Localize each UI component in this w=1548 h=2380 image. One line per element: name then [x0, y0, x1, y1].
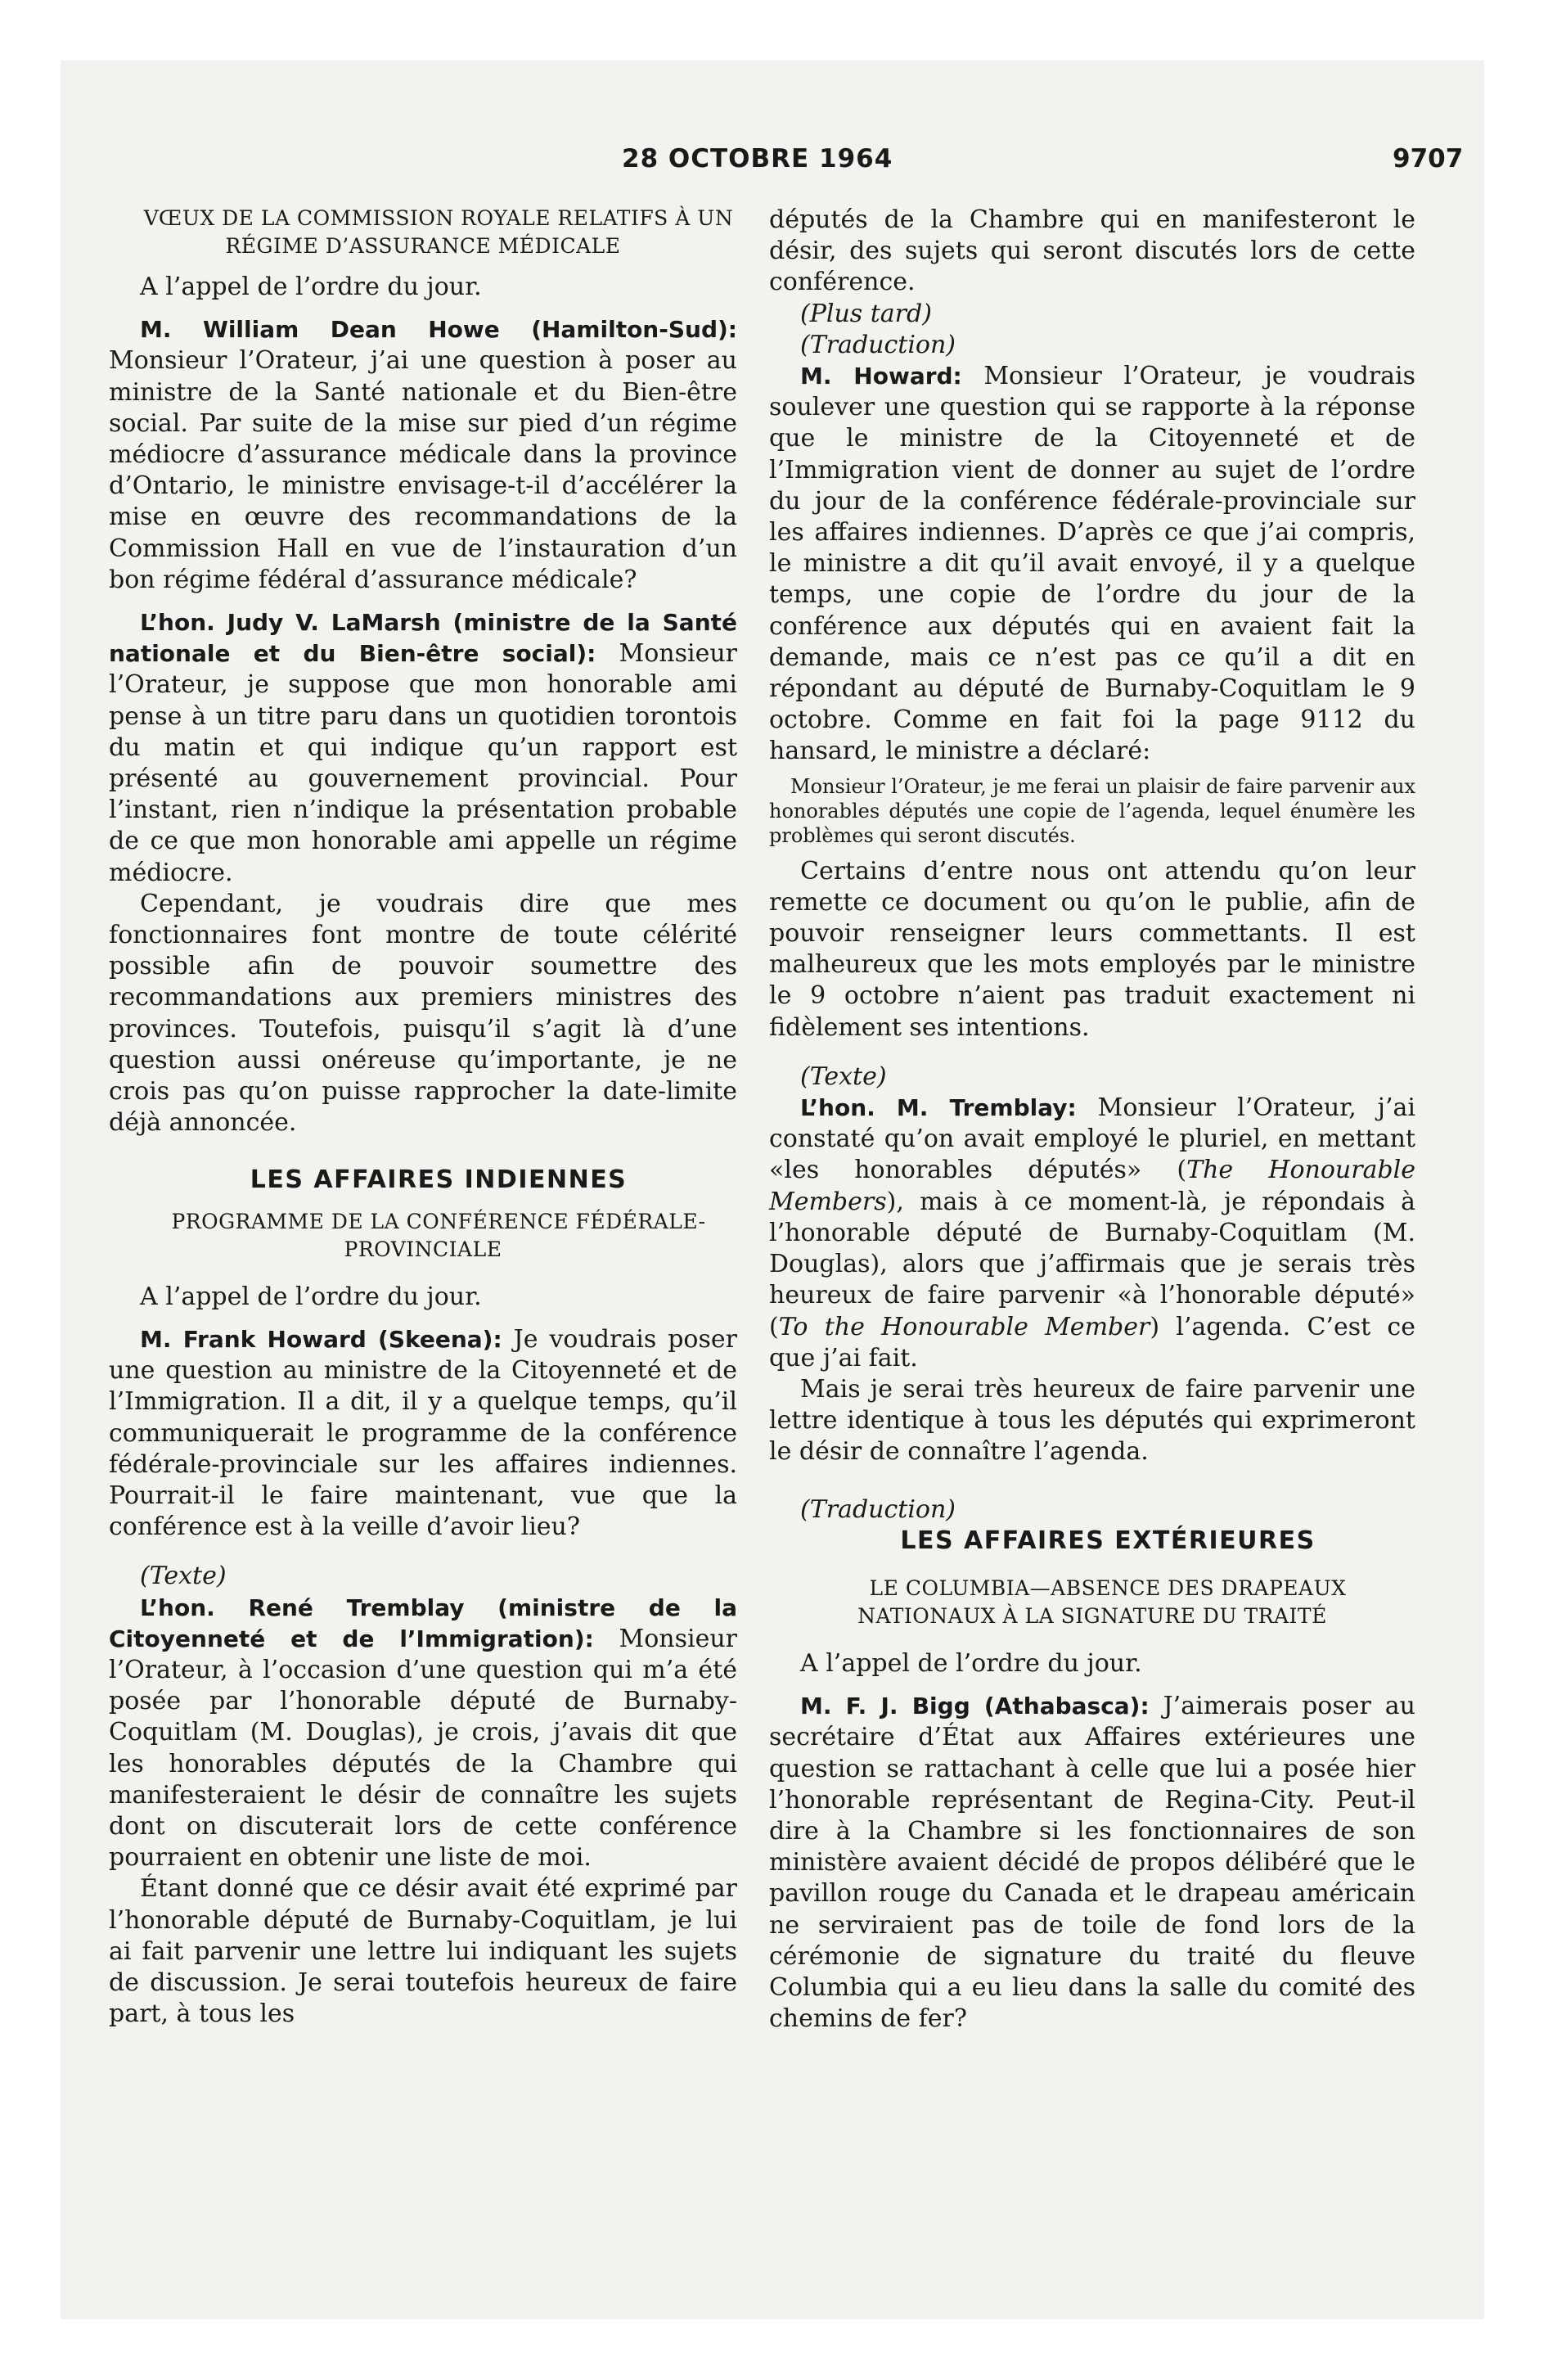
speech-tremblay-2	[769, 1093, 1415, 1374]
quotation-block	[769, 774, 1415, 848]
speaker-howard-2: M. Howard:	[800, 363, 962, 390]
speech-howard-2-para2: Certains d’entre nous ont attendu qu’on leur remette ce document ou qu’on le publie, afin de pouvoir renseigner leurs commettants. Il est malheureux que les mots employés par le ministre le 9 octobre n’aient pas traduit exactement ni fidèlement ses intentions.	[769, 856, 1415, 1042]
header-date: 28 OCTOBRE 1964	[622, 144, 893, 174]
section-heading-indiennes: LES AFFAIRES INDIENNES	[250, 1165, 628, 1195]
speech-tremblay-2-para2: Mais je serai très heureux de faire parvenir une lettre identique à tous les députés qui exprimeront le désir de connaître l’agenda.	[769, 1374, 1415, 1467]
speech-howe-text: Monsieur l’Orateur, j’ai une question à poser au ministre de la Santé nationale et du Bien-être social. Par suite de la mise sur pied d’un régime médiocre d’assurance médicale dans la province d’Ontario, le ministre envisage-t-il d’accélérer la mise en œuvre des recommandations de la Commission Hall en vue de l’instauration d’un bon régime fédéral d’assurance médicale?	[109, 346, 737, 594]
label-plus-tard: (Plus tard)	[800, 299, 932, 328]
speech-howard-2	[769, 361, 1415, 768]
order-call: A l’appel de l’ordre du jour.	[140, 273, 482, 301]
speech-tremblay	[109, 1593, 737, 1874]
order-call-2: A l’appel de l’ordre du jour.	[140, 1282, 482, 1311]
speech-lamarsh-text: Monsieur l’Orateur, je suppose que mon honorable ami pense à un titre paru dans un quotidien torontois du matin et qui indique qu’un rapport est présenté au gouvernement provincial. Pour l’instant, rien n’indique la présentation probable de ce que mon honorable ami appelle un régime médiocre.	[109, 639, 737, 887]
label-texte-2: (Texte)	[800, 1062, 887, 1091]
page-header	[0, 0, 1548, 196]
quotation-text: Monsieur l’Orateur, je me ferai un plaisir de faire parvenir aux honorables députés une copie de l’agenda, lequel énumère les problèmes qui seront discutés.	[769, 774, 1415, 847]
section-subheading-columbia: LE COLUMBIA—ABSENCE DES DRAPEAUX NATIONAUX À LA SIGNATURE DU TRAITÉ	[857, 1575, 1347, 1628]
label-traduction-2: (Traduction)	[800, 1494, 956, 1524]
speech-tremblay-text: Monsieur l’Orateur, à l’occasion d’une question qui m’a été posée par l’honorable député de Burnaby-Coquitlam (M. Douglas), je crois, j’avais dit que les honorables députés de la Chambre qui manifesteraient le désir de connaître les sujets dont on discuterait lors de cette conférence pourraient en obtenir une liste de moi.	[109, 1624, 737, 1873]
speech-tremblay-2-text-a: Monsieur l’Orateur, j’ai constaté qu’on avait employé le pluriel, en mettant «les honorables députés» (	[769, 1093, 1415, 1185]
label-texte: (Texte)	[140, 1562, 227, 1591]
speech-tremblay-2-text-b: ), mais à ce moment-là, je répondais à l’honorable député de Burnaby-Coquitlam (M. Douglas), alors que j’affirmais que je serais très heureux de faire parvenir «à l’honorable député» (	[769, 1187, 1415, 1341]
continuation-text: députés de la Chambre qui en manifesteront le désir, des sujets qui seront discutés lors de cette conférence.	[769, 205, 1415, 297]
section-subheading-programme: PROGRAMME DE LA CONFÉRENCE FÉDÉRALE-PROVINCIALE	[171, 1209, 706, 1261]
speaker-howe: M. William Dean Howe (Hamilton-Sud):	[140, 316, 737, 344]
left-column	[109, 205, 737, 2030]
speaker-lamarsh: L’hon. Judy V. LaMarsh (ministre de la Santé nationale et du Bien-être social):	[109, 609, 737, 668]
speech-tremblay-para2: Étant donné que ce désir avait été exprimé par l’honorable député de Burnaby-Coquitlam, je lui ai fait parvenir une lettre lui indiquant les sujets de discussion. Je serai toutefois heureux de faire part, à tous les	[109, 1874, 737, 2029]
speaker-tremblay: L’hon. René Tremblay (ministre de la Citoyenneté et de l’Immigration):	[109, 1593, 737, 1652]
speech-howe	[109, 314, 737, 596]
speech-bigg	[769, 1691, 1415, 2035]
speech-tremblay-2-text-c: ) l’agenda. C’est ce que j’ai fait.	[769, 1312, 1415, 1373]
english-phrase-2: To the Honourable Member	[778, 1312, 1150, 1341]
label-traduction-1: (Traduction)	[800, 330, 956, 359]
speech-bigg-text: J’aimerais poser au secrétaire d’État aux Affaires extérieures une question se rattachant à celle que lui a posée hier l’honorable représentant de Regina-City. Peut-il dire à la Chambre si les fonctionnaires de son ministère avaient décidé de propos délibéré que le pavillon rouge du Canada et le drapeau américain ne serviraient pas de toile de fond lors de la cérémonie de signature du traité du fleuve Columbia qui a eu lieu dans la salle du comité des chemins de fer?	[769, 1692, 1415, 2034]
speech-lamarsh-para2: Cependant, je voudrais dire que mes fonctionnaires font montre de toute célérité possible afin de pouvoir soumettre des recommandations aux premiers ministres des provinces. Toutefois, puisqu’il s’agit là d’une question aussi onéreuse qu’importante, je ne crois pas qu’on puisse rapprocher la date-limite déjà annoncée.	[109, 889, 737, 1138]
speech-howard	[109, 1324, 737, 1543]
right-column	[769, 205, 1415, 2035]
section-title-assurance: VŒUX DE LA COMMISSION ROYALE RELATIFS À UN RÉGIME D’ASSURANCE MÉDICALE	[143, 206, 734, 258]
header-page-number: 9707	[1393, 144, 1464, 174]
speech-howard-2-text: Monsieur l’Orateur, je voudrais soulever une question qui se rapporte à la réponse que le ministre de la Citoyenneté et de l’Immigration vient de donner au sujet de l’ordre du jour de la conférence fédérale-provinciale sur les affaires indiennes. D’après ce que j’ai compris, le ministre a dit qu’il avait envoyé, il y a quelque temps, une copie de l’ordre du jour de la conférence aux députés qui en avaient fait la demande, mais ce n’est pas ce qu’il a dit en répondant au député de Burnaby-Coquitlam le 9 octobre. Comme en fait foi la page 9112 du hansard, le ministre a déclaré:	[769, 362, 1416, 766]
speech-howard-text: Je voudrais poser une question au ministre de la Citoyenneté et de l’Immigration. Il a dit, il y a quelque temps, qu’il communiquerait le programme de la conférence fédérale-provinciale sur les affaires indiennes. Pourrait-il le faire maintenant, vue que la conférence est à la veille d’avoir lieu?	[109, 1324, 737, 1542]
english-phrase-1: The Honourable Members	[769, 1156, 1415, 1216]
speaker-tremblay-2: L’hon. M. Tremblay:	[800, 1094, 1077, 1122]
order-call-3: A l’appel de l’ordre du jour.	[800, 1648, 1142, 1678]
speaker-howard: M. Frank Howard (Skeena):	[140, 1325, 502, 1353]
speech-lamarsh	[109, 607, 737, 889]
section-heading-exterieures: LES AFFAIRES EXTÉRIEURES	[900, 1526, 1316, 1555]
speaker-bigg: M. F. J. Bigg (Athabasca):	[800, 1693, 1150, 1720]
